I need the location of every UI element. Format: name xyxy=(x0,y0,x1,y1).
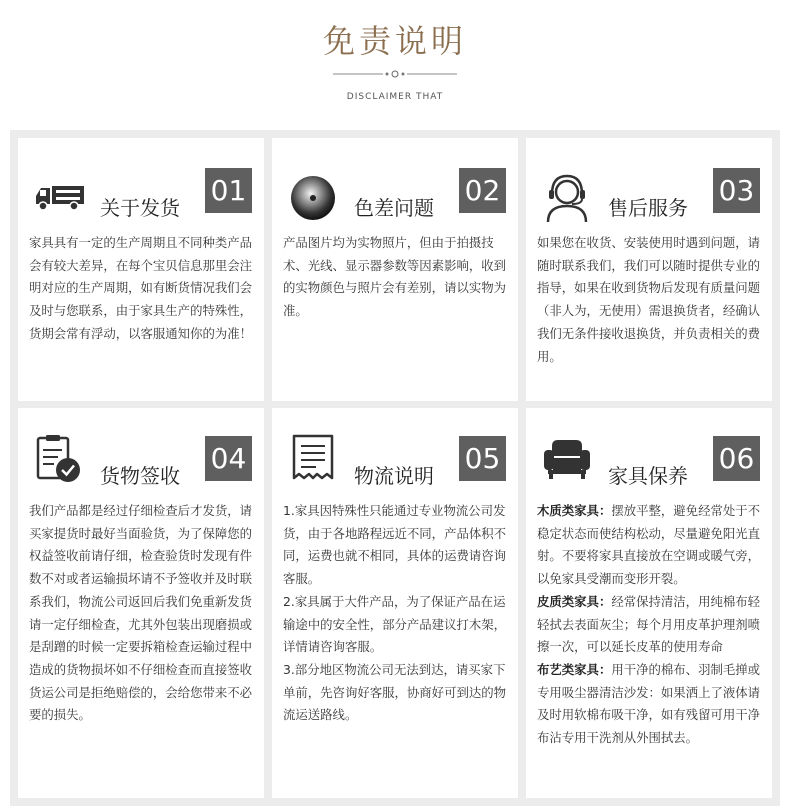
card-title: 物流说明 xyxy=(354,464,434,488)
card-header xyxy=(526,138,772,230)
paragraph: 如果您在收货、安装使用时遇到问题，请随时联系我们，我们可以随时提供专业的指导，如果在收到货物后发现有质量问题 （非人为，无使用）需退换货者，经确认我们无条件接收退换货，并负责相关的费用。 xyxy=(537,235,761,364)
paragraph-text: 经常保持清洁，用纯棉布轻轻拭去表面灰尘；每个月用皮革护理剂喷擦一次，可以延长皮革的使用寿命 xyxy=(537,593,761,655)
paragraph: 家具具有一定的生产周期且不同种类产品会有较大差异，在每个宝贝信息那里会注明对应的生产周期，如有断货情况我们会及时与您联系，由于家具生产的特殊性，货期会常有浮动，以客服通知你的为准！ xyxy=(29,235,253,341)
ornament-divider xyxy=(333,70,457,78)
color-disc-icon xyxy=(286,172,340,226)
paragraph: 3.部分地区物流公司无法到达，请买家下单前，先咨询好客服，协商好可到达的物流运送路线。 xyxy=(283,661,507,723)
page-subtitle: DISCLAIMER THAT xyxy=(346,92,444,102)
paragraph-text: 用干净的棉布、羽制毛掸或专用吸尘器清洁沙发：如果洒上了液体请及时用软棉布吸干净，如有残留可用干净布沾专用干洗剂从外围拭去。 xyxy=(537,661,761,746)
card-number-badge: 05 xyxy=(459,436,506,481)
care-paragraph-leather xyxy=(537,591,769,659)
paragraph-text: 摆放平整，避免经常处于不稳定状态而使结构松动，尽量避免阳光直射。不要将家具直接放在空调或暖气旁，以免家具受潮而变形开裂。 xyxy=(537,503,761,587)
card-text xyxy=(283,500,515,727)
card-title: 货物签收 xyxy=(100,464,180,488)
card-header xyxy=(18,408,264,500)
card-title: 售后服务 xyxy=(608,196,688,220)
paragraph-label: 皮质类家具： xyxy=(537,593,612,609)
paragraph: 2.家具属于大件产品，为了保证产品在运输途中的安全性，部分产品建议打木架，详情请咨询客服。 xyxy=(283,593,507,655)
paragraph: 产品图片均为实物照片，但由于拍摄技术、光线、显示器参数等因素影响，收到的实物颜色与照片会有差别，请以实物为准。 xyxy=(283,235,507,319)
card-header xyxy=(272,138,518,230)
card-title: 家具保养 xyxy=(608,464,688,488)
card-delivery-sign xyxy=(18,408,264,798)
card-number-badge: 06 xyxy=(713,436,760,481)
paragraph: 我们产品都是经过仔细检查后才发货，请买家提货时最好当面验货，为了保障您的权益签收前请仔细，检查验货时发现有件数不对或者运输损坏请不予签收并及时联系我们，物流公司返回后我们免重新发货请一定仔细检查，尤其外包装出现磨损或是刮蹭的时候一定要拆箱检查运输过程中造成的货物损坏如不仔细检查而直接签收货运公司是拒绝赔偿的，会给您带来不必要的损失。 xyxy=(29,503,253,723)
truck-icon xyxy=(32,172,86,226)
card-title: 色差问题 xyxy=(354,196,434,220)
sofa-icon xyxy=(540,432,594,486)
card-shipping xyxy=(18,138,264,401)
care-paragraph-wood xyxy=(537,500,769,591)
page-header xyxy=(0,0,790,130)
card-text xyxy=(537,232,769,368)
paragraph: 1.家具因特殊性只能通过专业物流公司发货，由于各地路程远近不同，产品体积不同，运费也就不相同，具体的运费请咨询客服。 xyxy=(283,503,507,587)
headset-agent-icon xyxy=(540,172,594,226)
card-number-badge: 04 xyxy=(205,436,252,481)
card-header xyxy=(272,408,518,500)
card-text xyxy=(283,232,515,323)
card-color-difference xyxy=(272,138,518,401)
page-title: 免责说明 xyxy=(322,22,467,60)
card-text xyxy=(537,500,769,750)
paragraph-label: 木质类家具： xyxy=(537,503,612,518)
paragraph-label: 布艺类家具： xyxy=(537,661,612,677)
care-paragraph-fabric xyxy=(537,659,769,750)
card-title: 关于发货 xyxy=(100,196,180,220)
card-text xyxy=(29,500,261,727)
receipt-icon xyxy=(286,432,340,486)
card-header xyxy=(18,138,264,230)
card-header xyxy=(526,408,772,500)
card-furniture-care xyxy=(526,408,772,798)
clipboard-check-icon xyxy=(32,432,86,486)
card-after-sales xyxy=(526,138,772,401)
card-number-badge: 02 xyxy=(459,168,506,213)
card-number-badge: 03 xyxy=(713,168,760,213)
card-text xyxy=(29,232,261,346)
card-logistics xyxy=(272,408,518,798)
card-number-badge: 01 xyxy=(205,168,252,213)
